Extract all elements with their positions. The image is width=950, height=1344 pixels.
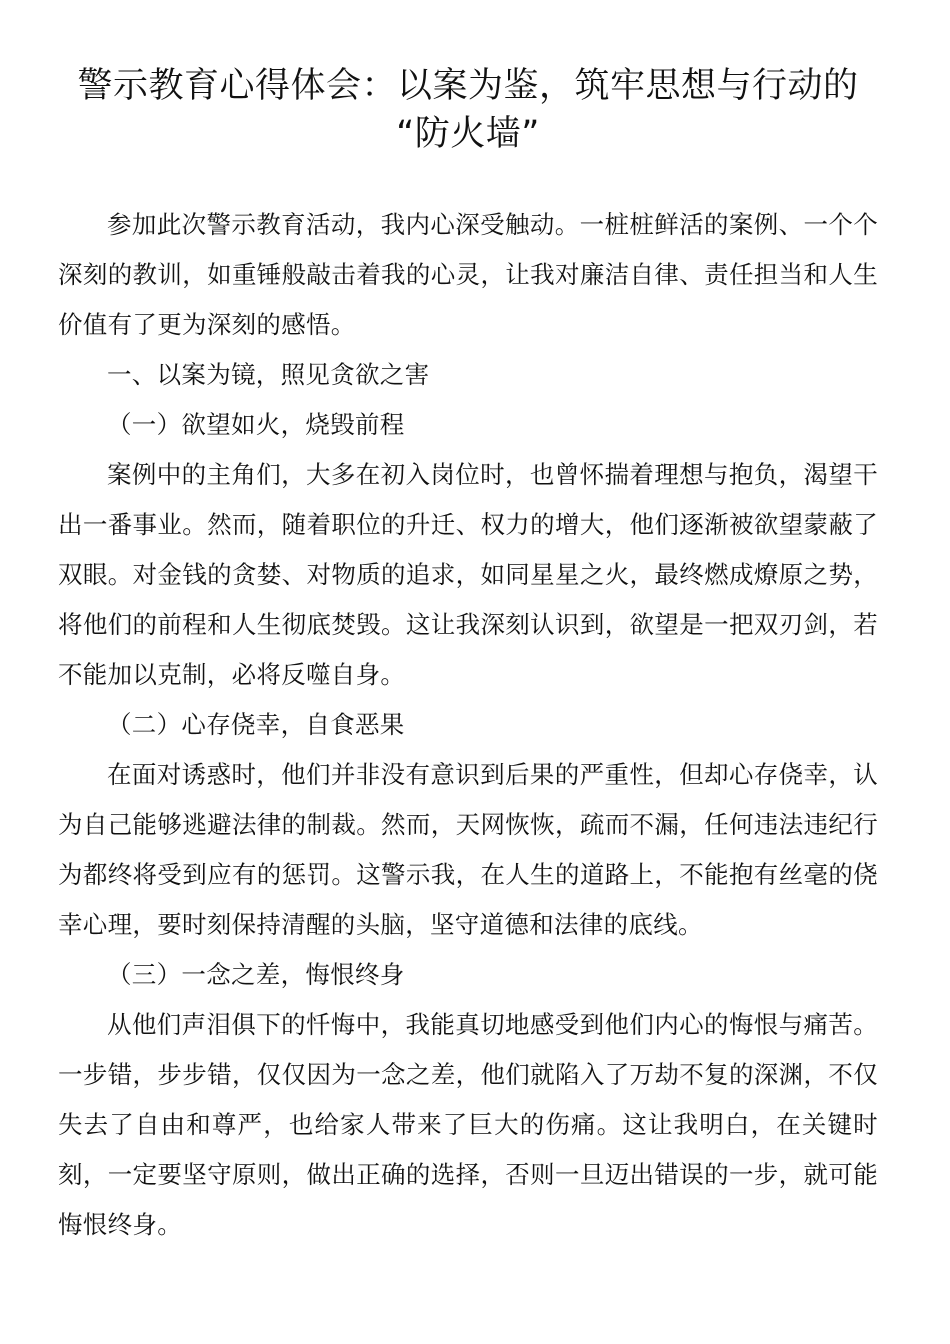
subsection-3-paragraph: 从他们声泪俱下的忏悔中，我能真切地感受到他们内心的悔恨与痛苦。一步错，步步错，仅仅因为一念之差，他们就陷入了万劫不复的深渊，不仅失去了自由和尊严，也给家人带来了巨大的伤痛。这让我明白，在关键时刻，一定要坚守原则，做出正确的选择，否则一旦迈出错误的一步，就可能悔恨终身。 [58, 1010, 878, 1239]
title-line-2: “防火墙” [396, 114, 540, 154]
subsection-2-paragraph: 在面对诱惑时，他们并非没有意识到后果的严重性，但却心存侥幸，认为自己能够逃避法律的制裁。然而，天网恢恢，疏而不漏，任何违法违纪行为都终将受到应有的惩罚。这警示我，在人生的道路上，不能抱有丝毫的侥幸心理，要时刻保持清醒的头脑，坚守道德和法律的底线。 [58, 760, 878, 939]
section-1-heading: 一、以案为镜，照见贪欲之害 [107, 360, 430, 389]
title-line-1: 警示教育心得体会：以案为鉴，筑牢思想与行动的 [77, 66, 859, 106]
document-body [58, 200, 878, 1250]
subsection-1-paragraph: 案例中的主角们，大多在初入岗位时，也曾怀揣着理想与抱负，渴望干出一番事业。然而，随着职位的升迁、权力的增大，他们逐渐被欲望蒙蔽了双眼。对金钱的贪婪、对物质的追求，如同星星之火，最终燃成燎原之势，将他们的前程和人生彻底焚毁。这让我深刻认识到，欲望是一把双刃剑，若不能加以克制，必将反噬自身。 [58, 460, 878, 689]
subsection-1-heading: （一）欲望如火，烧毁前程 [107, 410, 405, 439]
subsection-2-heading: （二）心存侥幸，自食恶果 [107, 710, 405, 739]
subsection-3-heading: （三）一念之差，悔恨终身 [107, 960, 405, 989]
intro-paragraph: 参加此次警示教育活动，我内心深受触动。一桩桩鲜活的案例、一个个深刻的教训，如重锤般敲击着我的心灵，让我对廉洁自律、责任担当和人生价值有了更为深刻的感悟。 [58, 210, 878, 339]
document-title [58, 62, 878, 158]
